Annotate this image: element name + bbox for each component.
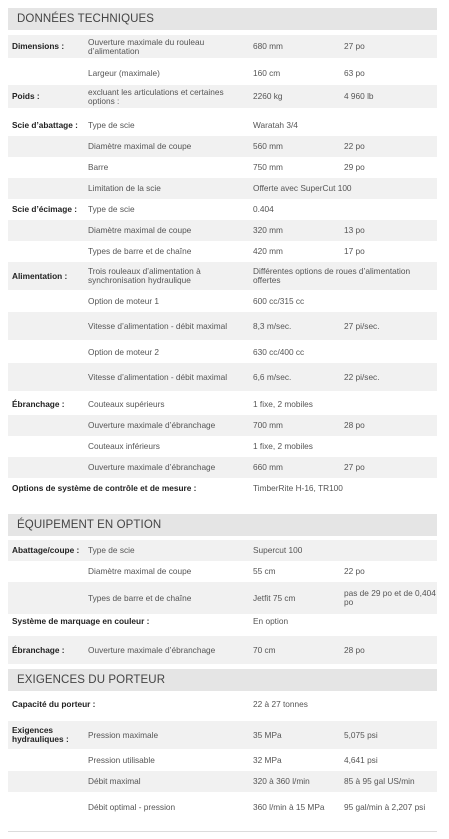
metric-value: 600 cc/315 cc (253, 296, 305, 306)
row-label (12, 792, 92, 822)
imperial-value (344, 394, 436, 415)
row-description: Largeur (maximale) (88, 68, 160, 78)
row-description: Ouverture maximale du rouleau d’alimentation (88, 36, 205, 56)
spec-row (8, 771, 437, 792)
row-description: Ouverture maximale d’ébranchage (88, 420, 216, 430)
spec-row (8, 611, 437, 632)
imperial-value: 95 gal/min à 2,207 psi (344, 801, 426, 812)
row-description: Débit optimal - pression (88, 801, 176, 812)
spec-row (8, 363, 437, 391)
metric-value: 1 fixe, 2 mobiles (253, 441, 313, 451)
section-header: DONNÉES TECHNIQUES (8, 8, 437, 30)
row-label (12, 771, 92, 792)
spec-row (8, 115, 437, 136)
spec-row (8, 561, 437, 582)
row-description: Limitation de la scie (88, 183, 161, 193)
imperial-value (344, 342, 436, 363)
spec-row (8, 792, 437, 822)
imperial-value: 27 po (344, 41, 365, 51)
metric-value: 320 mm (253, 225, 283, 235)
spec-row (8, 220, 437, 241)
row-label (12, 220, 92, 241)
spec-row (8, 35, 437, 58)
imperial-value (344, 291, 436, 312)
metric-value: 420 mm (253, 246, 283, 256)
row-label: Dimensions : (12, 41, 65, 51)
metric-value: 360 l/min à 15 MPa (253, 801, 325, 812)
row-description (88, 611, 248, 632)
metric-value: 320 à 360 l/min (253, 776, 310, 786)
row-label (12, 415, 92, 436)
spec-row (8, 721, 437, 749)
metric-value: 2260 kg (253, 91, 283, 101)
metric-value: Offerte avec SuperCut 100 (253, 183, 352, 193)
row-label: Poids : (12, 91, 40, 101)
metric-value: 55 cm (253, 566, 276, 576)
row-description: Barre (88, 162, 109, 172)
row-description: Vitesse d’alimentation - débit maximal (88, 371, 228, 382)
row-label: Scie d’écimage : (12, 204, 78, 214)
imperial-value (344, 262, 436, 290)
row-description: Pression utilisable (88, 755, 155, 765)
spec-row (8, 199, 437, 220)
row-label: Capacité du porteur : (12, 699, 96, 709)
spec-row (8, 291, 437, 312)
spec-row (8, 540, 437, 561)
row-label (12, 582, 92, 614)
spec-row (8, 157, 437, 178)
row-description (88, 694, 248, 715)
row-label: Système de marquage en couleur : (12, 616, 150, 626)
spec-row (8, 415, 437, 436)
row-description: Pression maximale (88, 729, 159, 740)
metric-value: 35 MPa (253, 729, 282, 740)
row-label (12, 561, 92, 582)
metric-value: 160 cm (253, 68, 281, 78)
metric-value: 8,3 m/sec. (253, 320, 292, 331)
imperial-value: pas de 29 po et de 0,404 po (344, 588, 436, 607)
row-description: Type de scie (88, 120, 135, 130)
imperial-value: 27 po (344, 462, 365, 472)
metric-value: 0.404 (253, 204, 274, 214)
spec-row (8, 85, 437, 108)
row-label (12, 342, 92, 363)
row-description: Trois rouleaux d’alimentation à synchronisation hydraulique (88, 266, 201, 285)
imperial-value: 63 po (344, 68, 365, 78)
spec-row (8, 262, 437, 290)
row-description: Type de scie (88, 204, 135, 214)
imperial-value (344, 540, 436, 561)
imperial-value: 4 960 lb (344, 91, 374, 101)
imperial-value: 28 po (344, 420, 365, 430)
spec-row (8, 582, 437, 614)
metric-value: TimberRite H-16, TR100 (253, 483, 343, 493)
imperial-value (344, 178, 436, 199)
spec-row (8, 394, 437, 415)
spec-row (8, 342, 437, 363)
row-label: Scie d’abattage : (12, 120, 78, 130)
metric-value: 560 mm (253, 141, 283, 151)
row-label: Abattage/coupe : (12, 545, 80, 555)
row-description: Ouverture maximale d’ébranchage (88, 462, 216, 472)
spec-row (8, 312, 437, 340)
row-label (12, 750, 92, 771)
row-description: Vitesse d’alimentation - débit maximal (88, 320, 228, 331)
spec-row (8, 750, 437, 771)
imperial-value: 27 pi/sec. (344, 320, 380, 331)
metric-value: 70 cm (253, 644, 276, 655)
spec-row (8, 436, 437, 457)
imperial-value: 29 po (344, 162, 365, 172)
spec-row (8, 241, 437, 262)
imperial-value: 22 po (344, 566, 365, 576)
row-description: Types de barre et de chaîne (88, 246, 192, 256)
row-label (12, 363, 92, 391)
row-description: Diamètre maximal de coupe (88, 566, 192, 576)
row-label (12, 178, 92, 199)
imperial-value (344, 436, 436, 457)
imperial-value: 13 po (344, 225, 365, 235)
row-description: Option de moteur 2 (88, 347, 160, 357)
spec-row (8, 457, 437, 478)
spec-row (8, 136, 437, 157)
imperial-value: 22 pi/sec. (344, 371, 380, 382)
imperial-value (344, 478, 436, 499)
section-header: ÉQUIPEMENT EN OPTION (8, 514, 437, 536)
row-label (12, 291, 92, 312)
imperial-value: 17 po (344, 246, 365, 256)
spec-row (8, 478, 437, 499)
metric-value: En option (253, 616, 289, 626)
row-label: Alimentation : (12, 270, 68, 281)
spec-row (8, 694, 437, 715)
row-label: Ébranchage : (12, 644, 65, 655)
imperial-value: 28 po (344, 644, 365, 655)
metric-value: 680 mm (253, 41, 283, 51)
row-label (12, 241, 92, 262)
spec-row (8, 636, 437, 664)
divider (8, 831, 437, 832)
row-description: Couteaux inférieurs (88, 441, 160, 451)
imperial-value (344, 115, 436, 136)
row-label (12, 157, 92, 178)
row-label: Ébranchage : (12, 399, 65, 409)
row-label (12, 63, 92, 84)
metric-value: 6,6 m/sec. (253, 371, 292, 382)
section-header: EXIGENCES DU PORTEUR (8, 669, 437, 691)
imperial-value: 5,075 psi (344, 729, 378, 740)
row-label: Exigences hydrauliques : (12, 725, 69, 744)
metric-value: 1 fixe, 2 mobiles (253, 399, 313, 409)
metric-value: 750 mm (253, 162, 283, 172)
row-description: Diamètre maximal de coupe (88, 225, 192, 235)
metric-value: Jetfit 75 cm (253, 592, 296, 603)
imperial-value (344, 694, 436, 715)
row-description: excluant les articulations et certaines options : (88, 86, 224, 106)
row-description: Type de scie (88, 545, 135, 555)
row-label: Options de système de contrôle et de mesure : (12, 483, 197, 493)
row-description (88, 478, 248, 499)
imperial-value: 22 po (344, 141, 365, 151)
metric-value: 22 à 27 tonnes (253, 699, 308, 709)
row-description: Types de barre et de chaîne (88, 592, 192, 603)
row-description: Débit maximal (88, 776, 141, 786)
imperial-value: 4,641 psi (344, 755, 378, 765)
row-label (12, 136, 92, 157)
row-label (12, 457, 92, 478)
metric-value: Différentes options de roues d’alimentation offertes (253, 266, 411, 285)
imperial-value (344, 199, 436, 220)
metric-value: Waratah 3/4 (253, 120, 298, 130)
spec-row (8, 178, 437, 199)
metric-value: 700 mm (253, 420, 283, 430)
metric-value: 660 mm (253, 462, 283, 472)
row-description: Couteaux supérieurs (88, 399, 165, 409)
row-description: Diamètre maximal de coupe (88, 141, 192, 151)
row-label (12, 312, 92, 340)
metric-value: 630 cc/400 cc (253, 347, 305, 357)
spec-row (8, 63, 437, 84)
row-description: Ouverture maximale d’ébranchage (88, 644, 216, 655)
metric-value: Supercut 100 (253, 545, 303, 555)
row-description: Option de moteur 1 (88, 296, 160, 306)
imperial-value (344, 611, 436, 632)
metric-value: 32 MPa (253, 755, 282, 765)
row-label (12, 436, 92, 457)
imperial-value: 85 à 95 gal US/min (344, 776, 415, 786)
